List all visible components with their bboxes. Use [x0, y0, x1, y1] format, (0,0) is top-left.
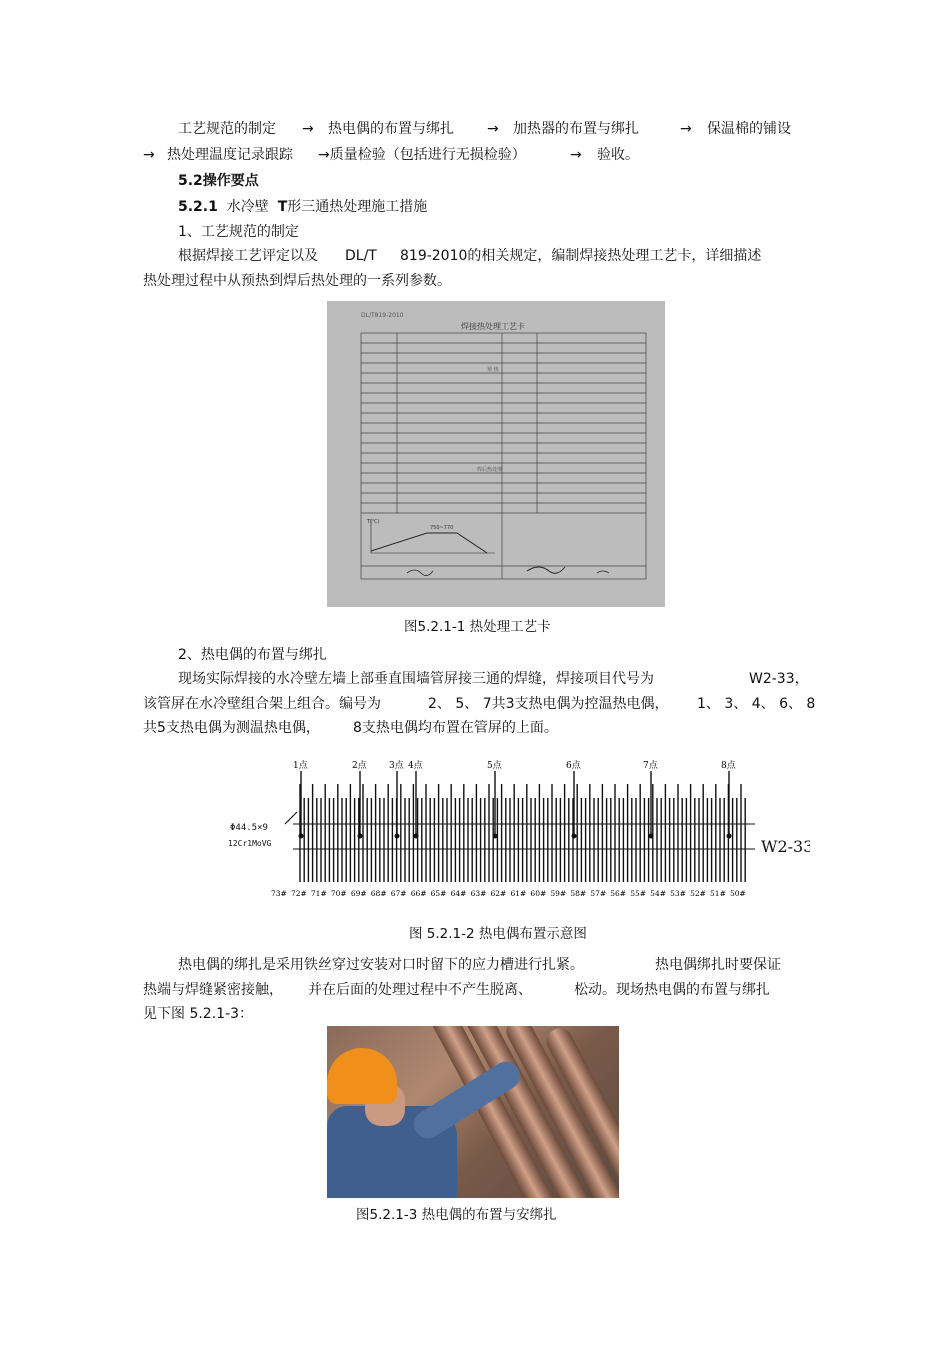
- card-header: DL/T819-2010: [361, 312, 404, 319]
- card-curve-label: 750~770: [430, 525, 454, 531]
- arrow: →: [487, 121, 499, 137]
- tube-number: 71#: [310, 889, 327, 898]
- thermocouple-point: [572, 834, 577, 839]
- thermo-text-1a: 现场实际焊接的水冷壁左墙上部垂直围墙管屏接三通的焊缝，焊接项目代号为: [178, 671, 654, 687]
- thermo-text-2c: 1、 3、 4、 6、 8: [697, 696, 816, 712]
- bind-text-2a: 热端与焊缝紧密接触，: [143, 982, 283, 998]
- tube-number: 72#: [290, 889, 307, 898]
- tube-number: 68#: [370, 889, 387, 898]
- section-heading-5-2-1: [178, 197, 427, 217]
- arrow: →: [143, 147, 155, 163]
- thermocouple-point-label: 3点: [389, 761, 404, 771]
- tube-number: 64#: [450, 889, 467, 898]
- bind-text-2b: 并在后面的处理过程中不产生脱离、: [308, 982, 532, 998]
- thermo-text-3a: 共5支热电偶为测温热电偶，: [143, 720, 320, 736]
- spec-text-line2: 热处理过程中从预热到焊后热处理的一系列参数。: [143, 273, 451, 289]
- section-title: 水冷壁: [226, 199, 269, 215]
- arrow: →: [302, 121, 314, 137]
- item2-heading: 2、热电偶的布置与绑扎: [178, 647, 327, 663]
- bind-text-2c: 松动。现场热电偶的布置与绑扎: [574, 982, 770, 998]
- thermocouple-point-label: 7点: [643, 761, 658, 771]
- tube-number: 61#: [510, 889, 527, 898]
- tube-number: 67#: [390, 889, 407, 898]
- thermocouple-point-label: 6点: [566, 761, 581, 771]
- thermocouple-point-label: 4点: [408, 761, 423, 771]
- arrow: →: [680, 121, 692, 137]
- spec-text-b: DL/T: [345, 248, 377, 264]
- card-title: 焊接热处理工艺卡: [461, 322, 525, 331]
- tube-number: 51#: [710, 889, 726, 898]
- process-step-5: 热处理温度记录跟踪: [167, 147, 293, 163]
- tube-number: 59#: [550, 889, 567, 898]
- tube-number: 52#: [690, 889, 706, 898]
- tube-number: 66#: [410, 889, 427, 898]
- thermocouple-point-label: 2点: [352, 761, 367, 771]
- thermocouple-point: [493, 834, 498, 839]
- photo-worker-helmet: [327, 1048, 397, 1104]
- item1-heading: 1、工艺规范的制定: [178, 224, 299, 240]
- figure3-caption: 图5.2.1-3 热电偶的布置与安绑扎: [356, 1207, 557, 1223]
- section-number: 5.2.1: [178, 199, 218, 215]
- thermo-text-3b: 8支热电偶均布置在管屏的上面。: [353, 720, 558, 736]
- bind-text-3: 见下图 5.2.1-3：: [143, 1006, 254, 1022]
- field-photo: [327, 1026, 619, 1198]
- tube-number: 54#: [650, 889, 667, 898]
- bind-text-1b: 热电偶绑扎时要保证: [655, 957, 781, 973]
- bind-text-1a: 热电偶的绑扎是采用铁丝穿过安装对口时留下的应力槽进行扎紧。: [178, 957, 584, 973]
- thermo-text-1b: W2-33，: [749, 671, 809, 687]
- section-heading-5-2: 5.2操作要点: [178, 173, 259, 189]
- figure1-caption: 图5.2.1-1 热处理工艺卡: [404, 619, 551, 635]
- card-axis-label: T(℃): [367, 519, 380, 525]
- tube-number: 60#: [530, 889, 547, 898]
- thermocouple-point: [358, 834, 363, 839]
- thermocouple-point-label: 8点: [721, 761, 736, 771]
- process-card-svg: [327, 301, 665, 607]
- tube-number: 57#: [590, 889, 607, 898]
- card-section-post: 焊后热处理: [477, 467, 503, 473]
- spec-text-c: 819-2010的相关规定，编制焊接热处理工艺卡，详细描述: [400, 248, 762, 264]
- section-title-t: T: [277, 199, 288, 215]
- thermo-text-2b: 2、 5、 7共3支热电偶为控温热电偶，: [428, 696, 669, 712]
- tube-number: 63#: [470, 889, 487, 898]
- process-card-image: [327, 301, 665, 607]
- process-step-6: →质量检验（包括进行无损检验）: [318, 147, 526, 163]
- process-step-4: 保温棉的铺设: [707, 121, 791, 137]
- thermocouple-point: [649, 834, 654, 839]
- tube-number: 58#: [570, 889, 587, 898]
- process-step-3: 加热器的布置与绑扎: [513, 121, 639, 137]
- tube-number: 70#: [330, 889, 347, 898]
- tube-number: 69#: [350, 889, 367, 898]
- thermocouple-point: [414, 834, 419, 839]
- weld-code-label: W2-33: [761, 837, 810, 856]
- tube-number: 53#: [670, 889, 686, 898]
- tube-number: 50#: [730, 889, 746, 898]
- tube-number: 55#: [630, 889, 647, 898]
- card-section-preheat: 预 热: [487, 367, 499, 373]
- process-step-2: 热电偶的布置与绑扎: [328, 121, 454, 137]
- tube-number: 56#: [610, 889, 627, 898]
- section-title-rest: 形三通热处理施工措施: [287, 199, 428, 215]
- spec-text-a: 根据焊接工艺评定以及: [178, 248, 318, 264]
- pipe-spec-size: Φ44.5×9: [230, 823, 268, 833]
- thermocouple-point-label: 5点: [487, 761, 502, 771]
- thermo-text-2a: 该管屏在水冷壁组合架上组合。编号为: [143, 696, 381, 712]
- pipe-spec-material: 12Cr1MoVG: [228, 839, 272, 848]
- tube-number: 62#: [490, 889, 507, 898]
- thermocouple-layout-svg: [225, 754, 810, 902]
- arrow: →: [570, 147, 582, 163]
- process-step-1: 工艺规范的制定: [178, 121, 276, 137]
- spec-leader-line: [285, 812, 297, 824]
- thermocouple-point: [395, 834, 400, 839]
- process-step-7: 验收。: [597, 147, 639, 163]
- thermocouple-point: [727, 834, 732, 839]
- thermocouple-point-label: 1点: [293, 761, 308, 771]
- tube-number: 73#: [271, 889, 287, 898]
- thermocouple-point: [299, 834, 304, 839]
- figure2-caption: 图 5.2.1-2 热电偶布置示意图: [409, 926, 587, 942]
- thermocouple-layout-diagram: [225, 754, 810, 902]
- tube-number: 65#: [430, 889, 447, 898]
